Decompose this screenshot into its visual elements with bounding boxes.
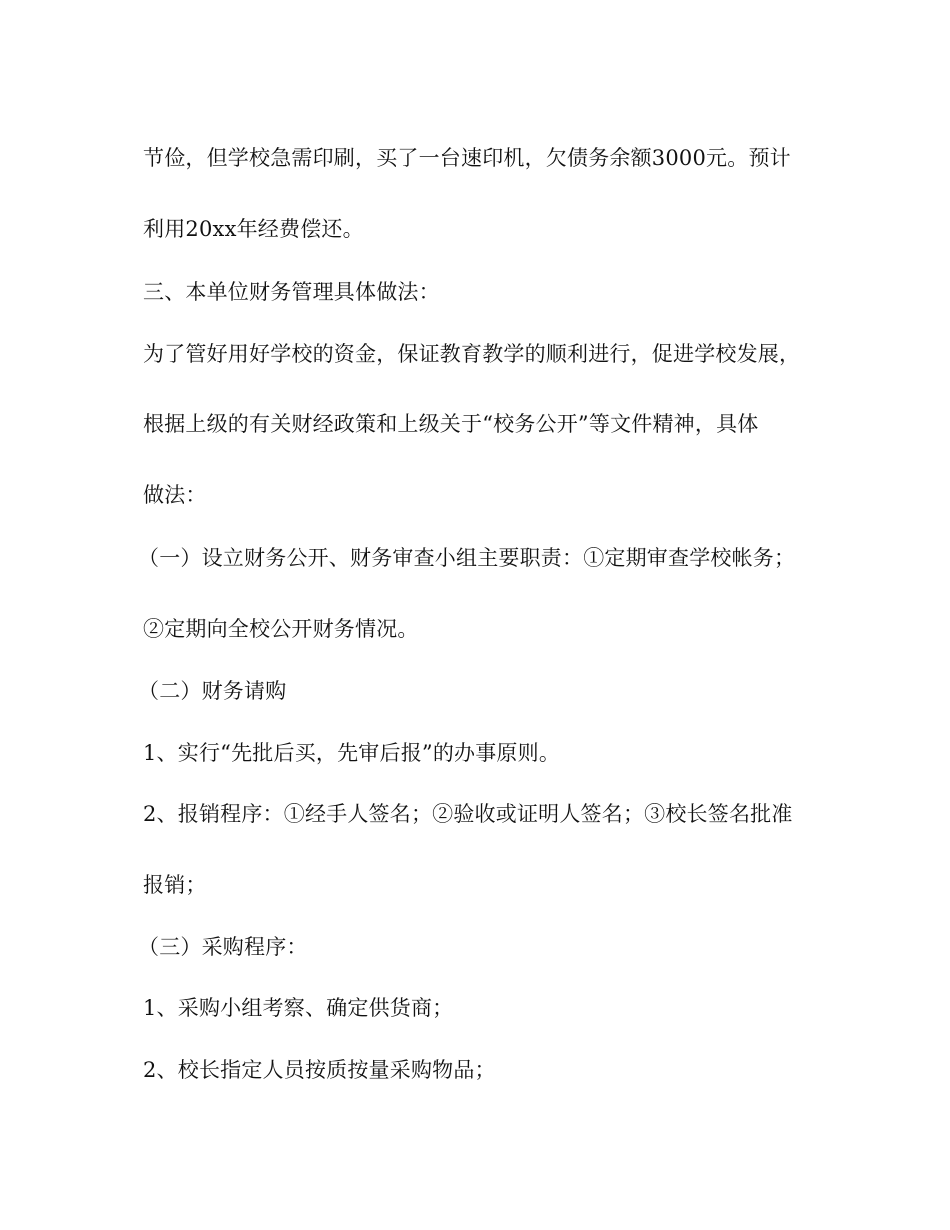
subsection-2-heading: （二）财务请购	[138, 679, 287, 703]
list-item-3-2: 2、校长指定人员按质按量采购物品；	[143, 1058, 496, 1082]
subsection-3-heading: （三）采购程序：	[138, 935, 308, 959]
paragraph-intro-line-3: 做法：	[143, 483, 207, 507]
subsection-1-line-1: （一）设立财务公开、财务审查小组主要职责：①定期审查学校帐务；	[138, 546, 796, 570]
text-line-continuation: 节俭，但学校急需印刷，买了一台速印机，欠债务余额3000元。预计	[143, 146, 791, 170]
subsection-1-line-2: ②定期向全校公开财务情况。	[143, 617, 419, 641]
list-item-3-1: 1、采购小组考察、确定供货商；	[143, 996, 454, 1020]
section-heading-3: 三、本单位财务管理具体做法：	[143, 280, 440, 304]
paragraph-intro-line-1: 为了管好用好学校的资金，保证教育教学的顺利进行，促进学校发展，	[143, 342, 801, 366]
list-item-2-1: 1、实行“先批后买，先审后报”的办事原则。	[143, 741, 561, 765]
list-item-2-2-line-2: 报销；	[143, 873, 207, 897]
paragraph-intro-line-2: 根据上级的有关财经政策和上级关于“校务公开”等文件精神，具体	[143, 412, 759, 436]
text-line-repayment: 利用20xx年经费偿还。	[143, 217, 364, 241]
list-item-2-2-line-1: 2、报销程序：①经手人签名；②验收或证明人签名；③校长签名批准	[143, 802, 793, 826]
